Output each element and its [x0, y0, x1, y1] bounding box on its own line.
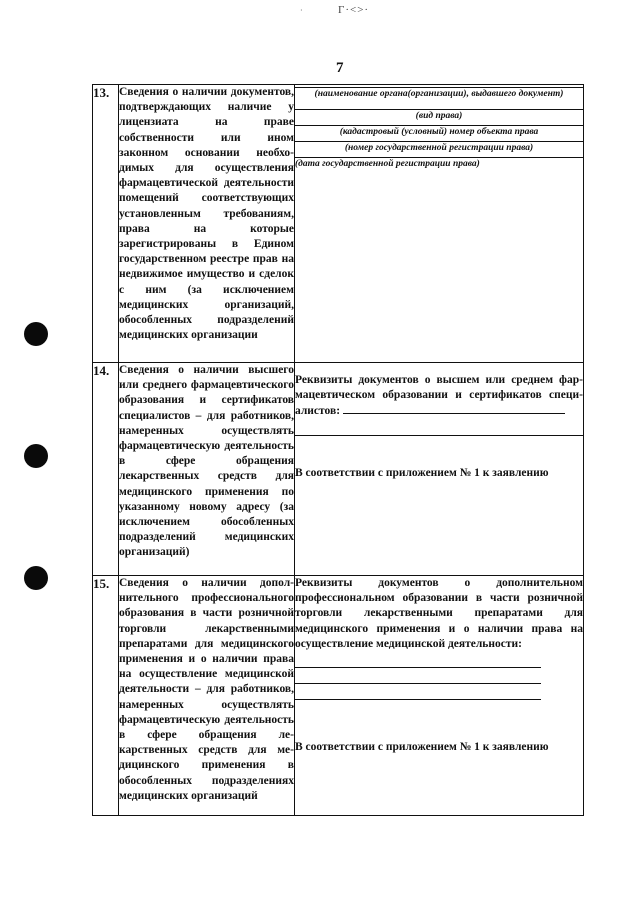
requisites-label	[295, 373, 583, 420]
scan-artifact-dot: ·	[300, 6, 303, 15]
row-description: Сведения о наличии дополнительного профессионального образования в части розничной торговли лекарственными препаратами для медицинского применения и о наличии права на осуществление медицинской деятельности – для работников, намеренных осуществлять фармацевтическую деятельность в сфере обращения лекарственных средств для медицинского применения в обособленных подразделениях медицинских организаций	[119, 576, 295, 816]
row-number: 15.	[93, 576, 119, 816]
blank-field[interactable]	[295, 420, 583, 436]
blank-field[interactable]	[343, 403, 565, 414]
table-row	[93, 576, 584, 816]
row-description: Сведения о наличии высшего или среднего фармацевтического образования и сертификатов специалистов – для работников, намеренных осуществлять фармацевтическую деятельность в сфере обращения лекарственных средств для медицинского применения по указанному новому адресу (за исключением обособленных подразделений медицинских организаций)	[119, 363, 295, 576]
binder-hole-punch	[24, 566, 48, 590]
table-row	[93, 363, 584, 576]
row-number: 14.	[93, 363, 119, 576]
page-number: 7	[336, 60, 344, 76]
field-caption: (номер государственной регистрации права)	[344, 143, 534, 153]
blank-field[interactable]	[295, 684, 541, 700]
annex-reference: В соответствии с приложением № 1 к заявлению	[295, 466, 549, 479]
scan-artifact-mark: Г·<>·	[338, 4, 370, 16]
row-content	[295, 85, 584, 363]
annex-reference: В соответствии с приложением № 1 к заявлению	[295, 741, 549, 754]
row-content	[295, 576, 584, 816]
blank-field[interactable]	[295, 652, 541, 668]
requisites-text: Реквизиты документов о высшем или среднем фармацевтическом образовании и сертификатов специалистов:	[295, 374, 583, 418]
table-row	[93, 85, 584, 363]
field-caption: (вид права)	[415, 111, 463, 121]
row-description: Сведения о наличии документов, подтверждающих наличие у лицензиата на праве собственности или ином законном основании необходимых для осуществления фармацевтической деятельности помещений соответствующих установленным требованиям, права на которые зарегистрированы в Едином государственном реестре прав на недвижимое имущество и сделок с ним (за исключением медицинских организаций, обособленных подразделений медицинских организации	[119, 85, 295, 363]
field-caption: (дата государственной регистрации права)	[295, 159, 480, 169]
application-form-table	[92, 84, 584, 816]
field-caption: (кадастровый (условный) номер объекта права	[339, 127, 539, 137]
blank-field[interactable]	[295, 668, 541, 684]
binder-hole-punch	[24, 322, 48, 346]
row-number: 13.	[93, 85, 119, 363]
binder-hole-punch	[24, 444, 48, 468]
requisites-label: Реквизиты документов о дополнительном профессиональном образовании в части розничной торговли лекарственными препаратами для медицинского применения и о наличии права на осуществление медицинской деятельности:	[295, 577, 583, 650]
row-content	[295, 363, 584, 576]
field-caption: (наименование органа(организации), выдавшего документ)	[314, 89, 564, 99]
